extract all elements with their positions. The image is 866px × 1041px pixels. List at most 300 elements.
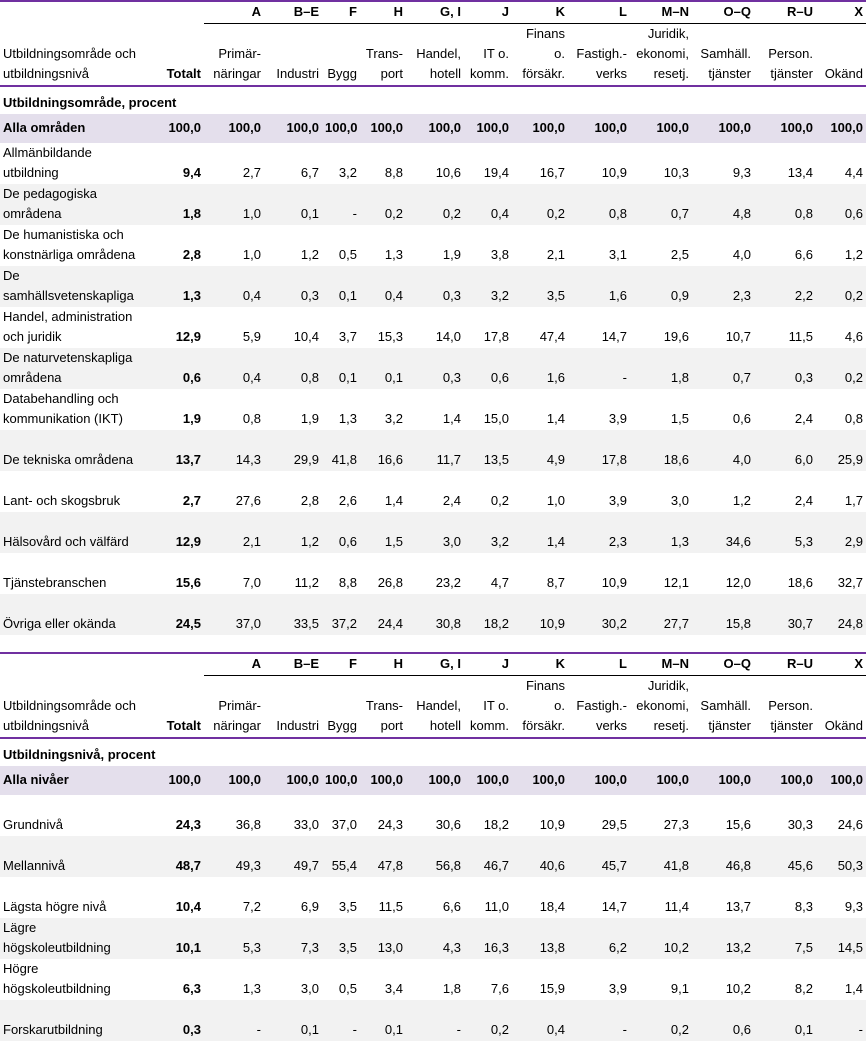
cell-value: 0,4	[204, 348, 264, 389]
cell-value: 26,8	[377, 575, 403, 590]
cell-value: 3,0	[670, 493, 689, 508]
section-title-row	[0, 86, 866, 114]
total-value: 2,7	[182, 493, 201, 508]
cell-value: 100,0	[360, 766, 406, 795]
cell-value: 0,3	[754, 348, 816, 389]
cell-value: 45,6	[754, 836, 816, 877]
cell-value: 18,4	[539, 899, 565, 914]
cell-value: 4,6	[844, 329, 863, 344]
row-label: De humanistiska och konstnärliga områdena	[3, 227, 136, 262]
row-label: Databehandling och kommunikation (IKT)	[3, 391, 123, 426]
row-label: Högre högskoleutbildning	[3, 961, 111, 996]
table-row	[0, 594, 866, 635]
table-row	[0, 143, 866, 184]
cell-value: 3,2	[338, 165, 357, 180]
cell-value: 7,2	[242, 899, 261, 914]
cell-value: 1,4	[384, 493, 403, 508]
cell-value: 4,9	[512, 430, 568, 471]
table-row	[0, 471, 866, 512]
cell-value: 13,5	[464, 430, 512, 471]
cell-value: 12,1	[663, 575, 689, 590]
cell-value: -	[322, 1000, 360, 1041]
table-row	[0, 836, 866, 877]
column-code: G, I	[406, 653, 464, 676]
cell-value: 2,5	[670, 247, 689, 262]
cell-value: 10,9	[601, 575, 627, 590]
cell-value: 30,6	[435, 817, 461, 832]
cell-value: 37,0	[331, 817, 357, 832]
table-row	[0, 877, 866, 918]
cell-value: 2,1	[204, 512, 264, 553]
cell-value: 100,0	[264, 114, 322, 143]
cell-value: 100,0	[406, 114, 464, 143]
cell-value: 1,8	[442, 981, 461, 996]
table-row	[0, 307, 866, 348]
cell-value: 1,9	[300, 411, 319, 426]
total-value: 1,9	[182, 411, 201, 426]
cell-value: 100,0	[322, 766, 360, 795]
column-name: Samhäll. tjänster	[692, 676, 754, 739]
cell-value: 25,9	[816, 430, 866, 471]
total-value: 10,4	[175, 899, 201, 914]
cell-value: 3,5	[338, 899, 357, 914]
cell-value: 3,9	[608, 981, 627, 996]
cell-value: 9,3	[732, 165, 751, 180]
column-name: Finans o. försäkr.	[512, 676, 568, 739]
empty-cell	[162, 1, 204, 24]
cell-value: 1,0	[242, 247, 261, 262]
total-value: 100,0	[162, 766, 204, 795]
cell-value: 3,1	[608, 247, 627, 262]
row-label: De naturvetenskapliga områdena	[0, 348, 162, 389]
total-value: 12,9	[162, 512, 204, 553]
cell-value: 1,3	[630, 512, 692, 553]
total-value: 24,3	[175, 817, 201, 832]
cell-value: 30,8	[406, 594, 464, 635]
cell-value: 27,6	[235, 493, 261, 508]
cell-value: 0,7	[630, 184, 692, 225]
cell-value: 0,6	[732, 411, 751, 426]
table-row	[0, 795, 866, 836]
cell-value: 3,5	[512, 266, 568, 307]
cell-value: 8,7	[546, 575, 565, 590]
cell-value: 4,3	[406, 918, 464, 959]
total-value: 15,6	[175, 575, 201, 590]
cell-value: 29,5	[601, 817, 627, 832]
cell-value: -	[568, 348, 630, 389]
cell-value: 4,0	[692, 430, 754, 471]
cell-value: 14,7	[601, 899, 627, 914]
cell-value: 49,7	[264, 836, 322, 877]
cell-value: 30,2	[568, 594, 630, 635]
cell-value: 0,6	[692, 1000, 754, 1041]
cell-value: -	[406, 1000, 464, 1041]
cell-value: 33,0	[293, 817, 319, 832]
cell-value: 1,8	[630, 348, 692, 389]
cell-value: 0,1	[322, 266, 360, 307]
row-label: De samhällsvetenskapliga	[0, 266, 162, 307]
cell-value: 8,2	[794, 981, 813, 996]
cell-value: 100,0	[204, 766, 264, 795]
column-code: O–Q	[692, 653, 754, 676]
cell-value: 2,3	[568, 512, 630, 553]
cell-value: 36,8	[235, 817, 261, 832]
cell-value: 24,6	[837, 817, 863, 832]
cell-value: 13,0	[360, 918, 406, 959]
cell-value: 23,2	[435, 575, 461, 590]
cell-value: 24,3	[377, 817, 403, 832]
cell-value: 100,0	[264, 766, 322, 795]
cell-value: 0,3	[264, 266, 322, 307]
column-code: K	[512, 653, 568, 676]
cell-value: 18,2	[464, 594, 512, 635]
column-name: Primär- näringar	[204, 676, 264, 739]
total-value: 12,9	[175, 329, 201, 344]
cell-value: 45,7	[568, 836, 630, 877]
total-value: 10,1	[162, 918, 204, 959]
column-code: L	[568, 1, 630, 24]
table-row	[0, 225, 866, 266]
cell-value: 3,0	[406, 512, 464, 553]
table-body	[0, 1, 866, 1041]
column-name: Okänd	[816, 676, 866, 739]
cell-value: 4,8	[692, 184, 754, 225]
column-code: X	[816, 653, 866, 676]
cell-value: 12,0	[725, 575, 751, 590]
cell-value: 1,6	[512, 348, 568, 389]
cell-value: 5,3	[204, 918, 264, 959]
cell-value: 33,5	[264, 594, 322, 635]
cell-value: 18,6	[630, 430, 692, 471]
cell-value: 1,4	[442, 411, 461, 426]
column-code: K	[512, 1, 568, 24]
cell-value: 14,7	[601, 329, 627, 344]
cell-value: 100,0	[568, 766, 630, 795]
cell-value: 4,0	[732, 247, 751, 262]
table-row	[0, 184, 866, 225]
cell-value: 29,9	[264, 430, 322, 471]
cell-value: 1,9	[442, 247, 461, 262]
cell-value: 0,2	[816, 266, 866, 307]
cell-value: 1,2	[732, 493, 751, 508]
cell-value: 0,8	[242, 411, 261, 426]
cell-value: 49,3	[204, 836, 264, 877]
table-row	[0, 512, 866, 553]
row-label: Hälsovård och välfärd	[0, 512, 162, 553]
cell-value: 6,9	[300, 899, 319, 914]
cell-value: 9,1	[670, 981, 689, 996]
table-row	[0, 553, 866, 594]
table-row	[0, 266, 866, 307]
cell-value: 0,1	[754, 1000, 816, 1041]
cell-value: 100,0	[630, 114, 692, 143]
cell-value: 0,4	[512, 1000, 568, 1041]
cell-value: 19,6	[663, 329, 689, 344]
column-code: X	[816, 1, 866, 24]
column-code: M–N	[630, 653, 692, 676]
cell-value: 0,1	[360, 348, 406, 389]
cell-value: 46,8	[692, 836, 754, 877]
total-value: 48,7	[162, 836, 204, 877]
column-code: A	[204, 1, 264, 24]
row-label: Grundnivå	[3, 817, 63, 832]
cell-value: 1,4	[546, 411, 565, 426]
cell-value: 10,4	[293, 329, 319, 344]
cell-value: 6,6	[794, 247, 813, 262]
total-header: Totalt	[162, 676, 204, 739]
column-name: IT o. komm.	[464, 676, 512, 739]
total-value: 9,4	[182, 165, 201, 180]
cell-value: 0,6	[322, 512, 360, 553]
cell-value: 1,4	[512, 512, 568, 553]
cell-value: 2,3	[692, 266, 754, 307]
cell-value: 100,0	[464, 114, 512, 143]
cell-value: 10,9	[601, 165, 627, 180]
cell-value: 8,3	[794, 899, 813, 914]
table-row	[0, 389, 866, 430]
cell-value: 10,2	[630, 918, 692, 959]
cell-value: 10,6	[435, 165, 461, 180]
cell-value: 100,0	[816, 766, 866, 795]
cell-value: 47,8	[360, 836, 406, 877]
cell-value: 100,0	[406, 766, 464, 795]
column-name: Handel, hotell	[406, 676, 464, 739]
cell-value: 14,5	[816, 918, 866, 959]
total-value: 6,3	[182, 981, 201, 996]
cell-value: 2,7	[242, 165, 261, 180]
cell-value: 2,6	[338, 493, 357, 508]
cell-value: 0,1	[360, 1000, 406, 1041]
cell-value: 0,2	[512, 184, 568, 225]
cell-value: 6,7	[300, 165, 319, 180]
cell-value: 0,3	[406, 266, 464, 307]
column-code: F	[322, 653, 360, 676]
total-value: 2,8	[182, 247, 201, 262]
column-code: O–Q	[692, 1, 754, 24]
cell-value: 2,4	[794, 411, 813, 426]
table-row	[0, 959, 866, 1000]
cell-value: 13,7	[725, 899, 751, 914]
row-label: Övriga eller okända	[0, 594, 162, 635]
cell-value: 3,2	[384, 411, 403, 426]
cell-value: 17,8	[483, 329, 509, 344]
cell-value: 41,8	[322, 430, 360, 471]
column-name: Primär- näringar	[204, 24, 264, 87]
column-name: Trans- port	[360, 24, 406, 87]
row-label: Allmänbildande utbildning	[3, 145, 92, 180]
cell-value: 2,4	[442, 493, 461, 508]
column-code-row	[0, 1, 866, 24]
empty-cell	[0, 635, 866, 653]
row-label: Alla nivåer	[0, 766, 162, 795]
empty-cell	[0, 653, 162, 676]
cell-value: 11,5	[788, 329, 813, 344]
cell-value: 11,7	[406, 430, 464, 471]
row-label: Alla områden	[0, 114, 162, 143]
cell-value: 0,2	[630, 1000, 692, 1041]
cell-value: 100,0	[322, 114, 360, 143]
row-label: Tjänstebranschen	[3, 575, 107, 590]
cell-value: 1,3	[338, 411, 357, 426]
cell-value: 11,2	[294, 575, 319, 590]
cell-value: 32,7	[837, 575, 863, 590]
cell-value: 2,9	[816, 512, 866, 553]
cell-value: 6,0	[754, 430, 816, 471]
cell-value: 0,2	[406, 184, 464, 225]
cell-value: 100,0	[754, 114, 816, 143]
all-row	[0, 766, 866, 795]
cell-value: 1,0	[546, 493, 565, 508]
column-code: J	[464, 653, 512, 676]
cell-value: 0,1	[322, 348, 360, 389]
column-name: Finans o. försäkr.	[512, 24, 568, 87]
column-code: B–E	[264, 1, 322, 24]
total-value: 0,6	[162, 348, 204, 389]
cell-value: 0,2	[490, 493, 509, 508]
cell-value: 0,5	[338, 981, 357, 996]
total-value: 24,5	[162, 594, 204, 635]
column-name: Okänd	[816, 24, 866, 87]
column-name: Bygg	[322, 24, 360, 87]
column-name-row	[0, 24, 866, 87]
cell-value: 41,8	[630, 836, 692, 877]
row-label: Handel, administration och juridik	[3, 309, 133, 344]
cell-value: 1,0	[204, 184, 264, 225]
cell-value: 27,7	[630, 594, 692, 635]
cell-value: 0,4	[464, 184, 512, 225]
cell-value: 10,9	[512, 594, 568, 635]
cell-value: 14,0	[435, 329, 461, 344]
column-name: Trans- port	[360, 676, 406, 739]
total-value: 0,3	[162, 1000, 204, 1041]
all-row	[0, 114, 866, 143]
cell-value: 2,1	[546, 247, 565, 262]
cell-value: 15,3	[377, 329, 403, 344]
empty-cell	[162, 653, 204, 676]
row-label: Mellannivå	[0, 836, 162, 877]
cell-value: 46,7	[464, 836, 512, 877]
cell-value: 0,4	[360, 266, 406, 307]
cell-value: 3,9	[608, 411, 627, 426]
cell-value: 16,7	[539, 165, 565, 180]
cell-value: 0,9	[630, 266, 692, 307]
cell-value: 3,5	[322, 918, 360, 959]
cell-value: 8,8	[338, 575, 357, 590]
cell-value: 18,6	[787, 575, 813, 590]
section-title-row	[0, 738, 866, 766]
cell-value: 30,7	[754, 594, 816, 635]
column-name: Person. tjänster	[754, 676, 816, 739]
column-code: L	[568, 653, 630, 676]
cell-value: 0,1	[264, 184, 322, 225]
cell-value: 100,0	[692, 114, 754, 143]
total-value: 1,8	[162, 184, 204, 225]
column-name: IT o. komm.	[464, 24, 512, 87]
cell-value: 13,4	[787, 165, 813, 180]
cell-value: 47,4	[539, 329, 565, 344]
row-label: Lant- och skogsbruk	[3, 493, 121, 508]
cell-value: 0,6	[816, 184, 866, 225]
cell-value: 15,8	[692, 594, 754, 635]
cell-value: 100,0	[360, 114, 406, 143]
cell-value: 10,3	[663, 165, 689, 180]
cell-value: 0,8	[754, 184, 816, 225]
cell-value: 100,0	[512, 766, 568, 795]
cell-value: 11,0	[484, 899, 509, 914]
cell-value: 1,3	[242, 981, 261, 996]
spacer-row	[0, 635, 866, 653]
cell-value: 2,4	[794, 493, 813, 508]
cell-value: 100,0	[754, 766, 816, 795]
cell-value: 0,2	[464, 1000, 512, 1041]
table-row	[0, 918, 866, 959]
cell-value: 37,0	[204, 594, 264, 635]
cell-value: 100,0	[630, 766, 692, 795]
cell-value: 1,4	[844, 981, 863, 996]
cell-value: 0,6	[464, 348, 512, 389]
total-value: 100,0	[162, 114, 204, 143]
cell-value: 1,6	[568, 266, 630, 307]
cell-value: 40,6	[512, 836, 568, 877]
cell-value: -	[816, 1000, 866, 1041]
cell-value: 0,5	[338, 247, 357, 262]
cell-value: 3,8	[490, 247, 509, 262]
cell-value: 24,4	[360, 594, 406, 635]
cell-value: 100,0	[568, 114, 630, 143]
cell-value: 50,3	[816, 836, 866, 877]
cell-value: 1,2	[264, 512, 322, 553]
cell-value: 10,9	[539, 817, 565, 832]
cell-value: 11,4	[664, 899, 689, 914]
cell-value: 6,6	[442, 899, 461, 914]
cell-value: 5,3	[754, 512, 816, 553]
cell-value: -	[568, 1000, 630, 1041]
column-code: H	[360, 1, 406, 24]
cell-value: 1,7	[844, 493, 863, 508]
cell-value: 27,3	[663, 817, 689, 832]
cell-value: 0,2	[816, 348, 866, 389]
cell-value: 17,8	[568, 430, 630, 471]
cell-value: 100,0	[464, 766, 512, 795]
column-code: J	[464, 1, 512, 24]
cell-value: 19,4	[483, 165, 509, 180]
cell-value: 3,9	[608, 493, 627, 508]
cell-value: 4,7	[490, 575, 509, 590]
cell-value: 7,6	[490, 981, 509, 996]
total-value: 13,7	[162, 430, 204, 471]
row-label: Forskarutbildning	[0, 1000, 162, 1041]
cell-value: 0,8	[844, 411, 863, 426]
cell-value: 24,8	[816, 594, 866, 635]
cell-value: 34,6	[692, 512, 754, 553]
section-title: Utbildningsområde, procent	[3, 95, 177, 110]
cell-value: 100,0	[692, 766, 754, 795]
column-code: G, I	[406, 1, 464, 24]
cell-value: 3,7	[338, 329, 357, 344]
column-name: Juridik, ekonomi, resetj.	[630, 24, 692, 87]
table-row	[0, 348, 866, 389]
cell-value: 100,0	[204, 114, 264, 143]
cell-value: 7,5	[754, 918, 816, 959]
cell-value: 10,7	[725, 329, 751, 344]
column-name: Samhäll. tjänster	[692, 24, 754, 87]
column-name: Handel, hotell	[406, 24, 464, 87]
cell-value: -	[204, 1000, 264, 1041]
column-code: R–U	[754, 653, 816, 676]
cell-value: 0,4	[204, 266, 264, 307]
cell-value: 13,2	[692, 918, 754, 959]
column-name: Fastigh.- verks	[568, 24, 630, 87]
